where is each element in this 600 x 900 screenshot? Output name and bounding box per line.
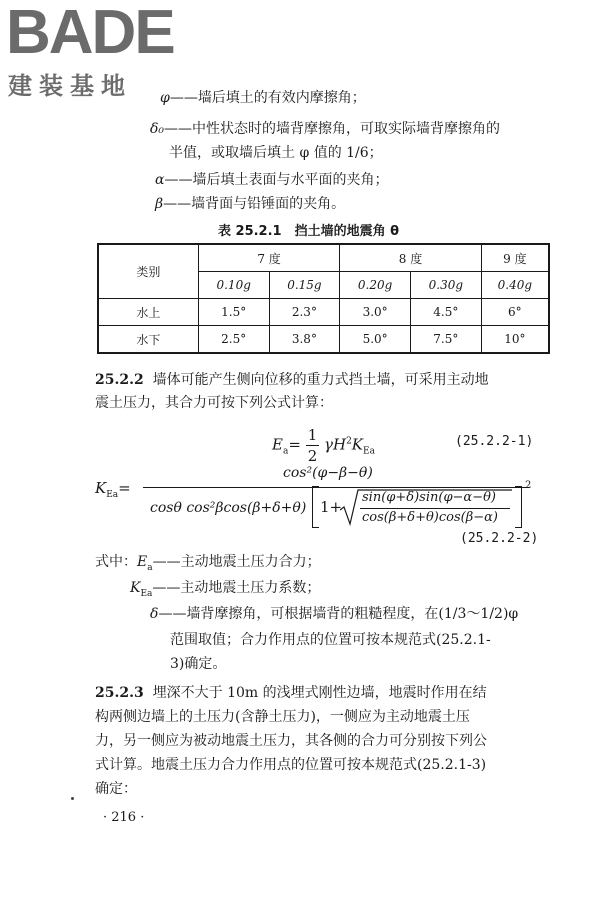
section-25-2-3-line1: 25.2.3 埋深不大于 10m 的浅埋式刚性边墙，地震时作用在结 [95, 685, 487, 701]
def-beta: β——墙背面与铅锤面的夹角。 [155, 196, 346, 212]
def-kea: $K_{Ea}——$主动地震土压力系数； [130, 580, 321, 599]
accel-cell: 0.40g [481, 272, 549, 299]
table-cell: 7.5° [410, 326, 481, 354]
left-bracket [312, 486, 319, 528]
section-number: 25.2.3 [95, 685, 144, 701]
table-row [98, 244, 549, 272]
stray-dot [71, 797, 74, 800]
table-cell: 6° [481, 299, 549, 326]
table-caption: 表 25.2.1 挡土墙的地震角 θ [218, 224, 400, 239]
table-cell: 5.0° [340, 326, 411, 354]
table-cell: 1.5° [198, 299, 269, 326]
bade-logo: BADE [6, 0, 174, 67]
def-ea: 式中：$E_a——$主动地震土压力合力； [95, 554, 321, 573]
one-plus: 1+ [320, 498, 343, 516]
table-cell: 2.5° [198, 326, 269, 354]
inner-denominator: cos(β+δ+θ)cos(β−α) [362, 510, 498, 525]
fraction-half: $\frac{1}{2}$ [307, 426, 318, 465]
inner-numerator: sin(φ+δ)sin(φ−α−θ) [362, 490, 497, 505]
bade-logo-subtitle: 建装基地 [8, 72, 132, 100]
section-25-2-3-line2: 构两侧边墙上的土压力(含静土压力)，一侧应为主动地震土压 [95, 709, 470, 725]
page-number: · 216 · [103, 810, 145, 825]
table-cell: 3.8° [269, 326, 340, 354]
accel-cell: 0.10g [198, 272, 269, 299]
accel-cell: 0.30g [410, 272, 481, 299]
equation-numerator: cos²(φ−β−θ) [283, 465, 373, 481]
def-delta-cont2: 3)确定。 [170, 656, 227, 672]
right-bracket [515, 486, 522, 528]
def-delta0-cont: 半值，或取墙后填土 φ 值的 1/6； [169, 145, 383, 161]
section-25-2-2-line2: 震土压力，其合力可按下列公式计算： [95, 395, 333, 411]
header-intensity-9: 9 度 [481, 244, 549, 272]
section-25-2-3-line5: 确定： [95, 781, 137, 797]
equation-25-2-2-1: $E_a=$ $\frac{1}{2}$ $\gamma H^2K_{Ea}$ [272, 426, 375, 465]
row-label-above-water: 水上 [98, 299, 198, 326]
table-row [98, 326, 549, 354]
table-cell: 10° [481, 326, 549, 354]
section-25-2-3-line4: 式计算。地震土压力合力作用点的位置可按本规范式(25.2.1-3) [95, 757, 487, 773]
header-category: 类别 [98, 244, 198, 299]
def-delta0: δ₀——中性状态时的墙背摩擦角，可取实际墙背摩擦角的 [150, 121, 501, 137]
row-label-under-water: 水下 [98, 326, 198, 354]
def-phi: φ——墙后填土的有效内摩擦角； [160, 90, 366, 106]
header-intensity-8: 8 度 [340, 244, 481, 272]
header-intensity-7: 7 度 [198, 244, 339, 272]
section-number: 25.2.2 [95, 372, 144, 388]
accel-cell: 0.15g [269, 272, 340, 299]
table-cell: 4.5° [410, 299, 481, 326]
equation-lhs-kea: $K_{Ea}=$ [95, 479, 131, 500]
section-25-2-2-line1: 25.2.2 墙体可能产生侧向位移的重力式挡土墙，可采用主动地 [95, 372, 489, 388]
def-alpha: α——墙后填土表面与水平面的夹角； [155, 172, 389, 188]
def-delta: δ——墙背摩擦角，可根据墙背的粗糙程度，在(1/3～1/2)φ [150, 606, 519, 622]
table-row [98, 299, 549, 326]
equation-number-2: (25.2.2-2) [460, 531, 539, 546]
seismic-angle-table [97, 243, 550, 354]
equation-number-1: (25.2.2-1) [455, 434, 534, 449]
outer-exponent: 2 [525, 480, 532, 491]
equation-denominator-left: cosθ cos²βcos(β+δ+θ) [150, 500, 307, 516]
def-delta-cont1: 范围取值；合力作用点的位置可按本规范式(25.2.1- [170, 632, 491, 648]
accel-cell: 0.20g [340, 272, 411, 299]
table-cell: 2.3° [269, 299, 340, 326]
table-cell: 3.0° [340, 299, 411, 326]
section-25-2-3-line3: 力，另一侧应为被动地震土压力，其各侧的合力可分别按下列公 [95, 733, 487, 749]
